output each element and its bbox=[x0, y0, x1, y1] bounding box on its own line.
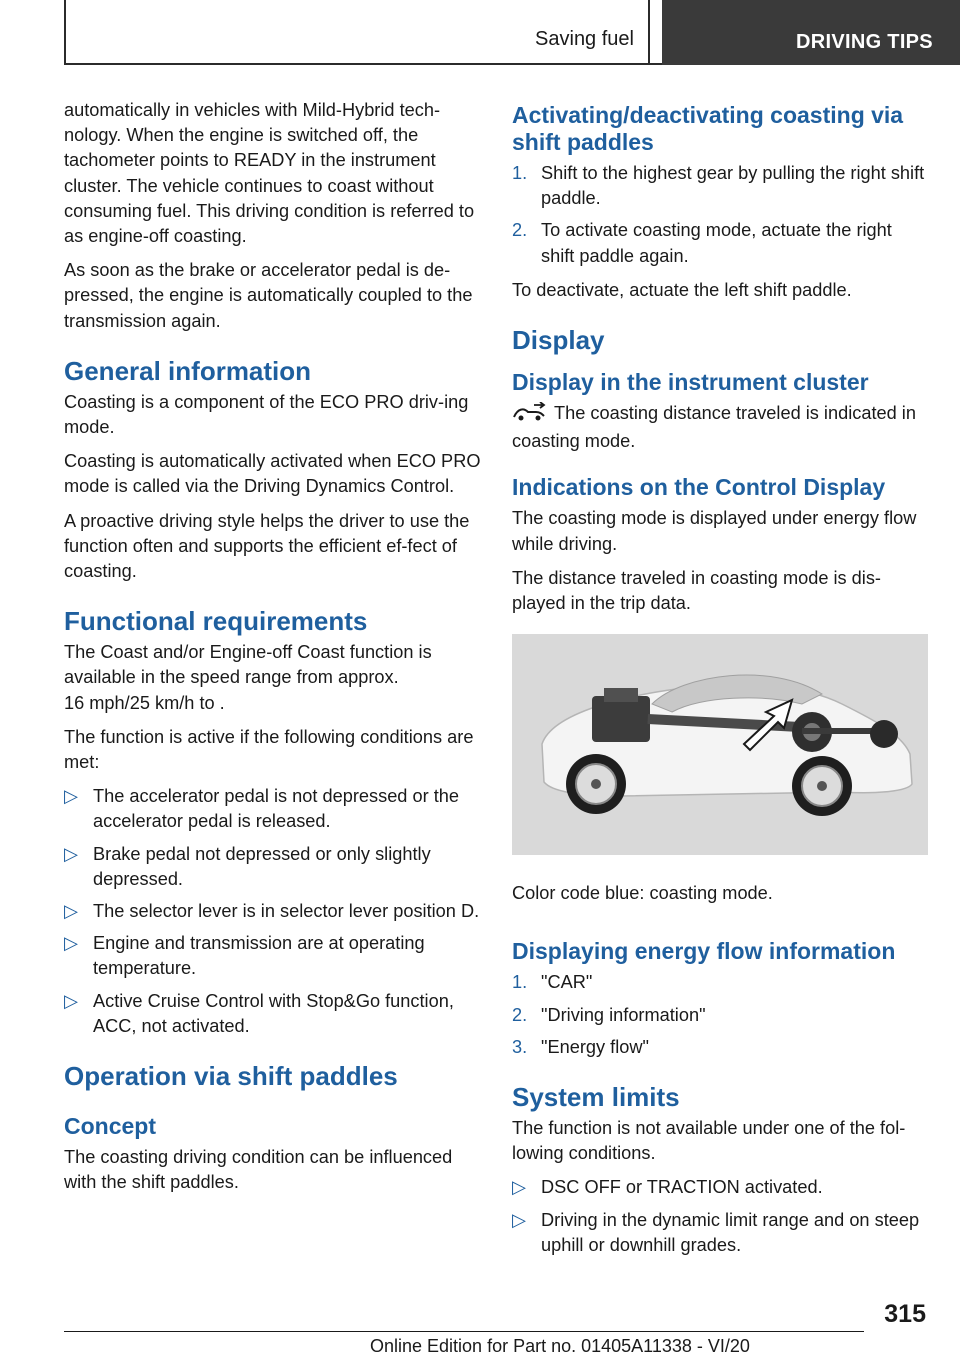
figure-caption: Color code blue: coasting mode. bbox=[512, 883, 773, 904]
list-item bbox=[512, 1175, 930, 1200]
car-drivetrain-illustration bbox=[512, 634, 928, 855]
step-text: Shift to the highest gear by pulling the right shift paddle. bbox=[541, 163, 925, 209]
heading-energy-flow-info: Displaying energy flow information bbox=[512, 938, 896, 965]
paragraph-energy-flow: The coasting mode is displayed under energy flow while driving. bbox=[512, 508, 917, 554]
list-item-text: Driving in the dynamic limit range and on steep uphill or downhill grades. bbox=[541, 1209, 920, 1255]
paragraph-eco-pro-component: Coasting is a component of the ECO PRO driv-ing mode. bbox=[64, 391, 469, 438]
list-item bbox=[64, 931, 482, 981]
list-item bbox=[512, 218, 930, 268]
list-item-text: The selector lever is in selector lever position D. bbox=[93, 901, 480, 922]
heading-functional-requirements: Functional requirements bbox=[64, 606, 368, 637]
left-column bbox=[64, 98, 482, 1205]
paragraph-conditions-intro: The function is active if the following conditions are met: bbox=[64, 726, 474, 773]
triangle-bullet-icon: ▷ bbox=[64, 901, 78, 922]
list-item-text: DSC OFF or TRACTION activated. bbox=[541, 1177, 823, 1198]
step-text: To activate coasting mode, actuate the right shift paddle again. bbox=[541, 220, 892, 266]
header-section-title: Saving fuel bbox=[535, 28, 634, 50]
paragraph-concept: The coasting driving condition can be influenced with the shift paddles. bbox=[64, 1147, 453, 1193]
front-wheel-icon bbox=[566, 754, 626, 814]
paragraph-engine-off: automatically in vehicles with Mild-Hybrid tech-nology. When the engine is switched off, the tachometer points to READY in the instrument cluster. The vehicle continues to coast without consuming fuel. This driving condition is referred to as engine-off coasting. bbox=[64, 100, 475, 247]
triangle-bullet-icon: ▷ bbox=[64, 786, 78, 807]
paragraph-deactivate: To deactivate, actuate the left shift paddle. bbox=[512, 279, 852, 300]
paragraph-eco-pro-activation: Coasting is automatically activated when ECO PRO mode is called via the Driving Dynamics Control. bbox=[64, 451, 481, 497]
paragraph-instrument-cluster bbox=[512, 401, 930, 454]
header-rule bbox=[64, 63, 662, 65]
list-item bbox=[512, 970, 930, 995]
conditions-list bbox=[64, 784, 482, 1039]
triangle-bullet-icon: ▷ bbox=[64, 933, 78, 954]
triangle-bullet-icon: ▷ bbox=[512, 1177, 526, 1198]
step-text: "Energy flow" bbox=[541, 1036, 649, 1057]
list-item bbox=[64, 989, 482, 1039]
list-item bbox=[64, 842, 482, 892]
footer-edition: Online Edition for Part no. 01405A11338 - VI/20 bbox=[370, 1336, 750, 1356]
step-number: 1. bbox=[512, 163, 528, 183]
triangle-bullet-icon: ▷ bbox=[512, 1209, 526, 1230]
heading-display: Display bbox=[512, 325, 605, 356]
heading-operation-shift-paddles: Operation via shift paddles bbox=[64, 1061, 398, 1092]
step-text: "Driving information" bbox=[541, 1004, 706, 1025]
step-text: "CAR" bbox=[541, 972, 593, 993]
triangle-bullet-icon: ▷ bbox=[64, 843, 78, 864]
list-item-text: The accelerator pedal is not depressed or the accelerator pedal is released. bbox=[93, 786, 459, 832]
paragraph-proactive-driving: A proactive driving style helps the driver to use the function often and supports the efficient ef-fect of coasting. bbox=[64, 510, 470, 582]
heading-system-limits: System limits bbox=[512, 1082, 680, 1113]
instrument-cluster-text: The coasting distance traveled is indicated in coasting mode. bbox=[512, 403, 916, 452]
list-item-text: Brake pedal not depressed or only slightly depressed. bbox=[93, 843, 431, 889]
list-item bbox=[512, 1035, 930, 1060]
heading-activating-coasting: Activating/deactivating coasting via shift paddles bbox=[512, 102, 904, 155]
speed-range-text: The Coast and/or Engine-off Coast function is available in the speed range from approx. bbox=[64, 642, 432, 688]
step-number: 1. bbox=[512, 972, 528, 993]
rear-wheel-icon bbox=[792, 756, 852, 816]
list-item bbox=[512, 161, 930, 211]
shift-paddle-steps bbox=[512, 161, 930, 269]
heading-general-information: General information bbox=[64, 355, 312, 386]
right-column bbox=[512, 98, 930, 1267]
heading-concept: Concept bbox=[64, 1113, 156, 1140]
step-number: 2. bbox=[512, 1004, 528, 1025]
paragraph-speed-range bbox=[64, 640, 482, 716]
coasting-icon bbox=[512, 402, 548, 429]
system-limits-list bbox=[512, 1175, 930, 1258]
list-item bbox=[512, 1208, 930, 1258]
heading-instrument-cluster: Display in the instrument cluster bbox=[512, 369, 869, 396]
paragraph-trip-data: The distance traveled in coasting mode is dis-played in the trip data. bbox=[512, 567, 881, 614]
header-left-rule bbox=[64, 0, 66, 64]
list-item-text: Engine and transmission are at operating temperature. bbox=[93, 933, 425, 979]
step-number: 2. bbox=[512, 220, 528, 241]
footer-rule bbox=[64, 1331, 864, 1332]
paragraph-system-limits: The function is not available under one of the fol-lowing conditions. bbox=[512, 1118, 906, 1164]
list-item bbox=[64, 784, 482, 834]
triangle-bullet-icon: ▷ bbox=[64, 990, 78, 1011]
list-item bbox=[64, 899, 482, 924]
energy-flow-steps bbox=[512, 970, 930, 1060]
speed-range-values: 16 mph/25 km/h to . bbox=[64, 692, 225, 713]
header-divider bbox=[648, 0, 650, 64]
header-chapter-label: DRIVING TIPS bbox=[796, 31, 933, 53]
step-number: 3. bbox=[512, 1036, 528, 1057]
page-number: 315 bbox=[884, 1300, 926, 1328]
heading-control-display: Indications on the Control Display bbox=[512, 474, 886, 501]
paragraph-brake-accelerator: As soon as the brake or accelerator pedal is de-pressed, the engine is automatically coupled to the transmission again. bbox=[64, 260, 473, 331]
list-item bbox=[512, 1003, 930, 1028]
header-chapter-tab bbox=[662, 0, 960, 65]
list-item-text: Active Cruise Control with Stop&Go function, ACC, not activated. bbox=[93, 990, 454, 1036]
